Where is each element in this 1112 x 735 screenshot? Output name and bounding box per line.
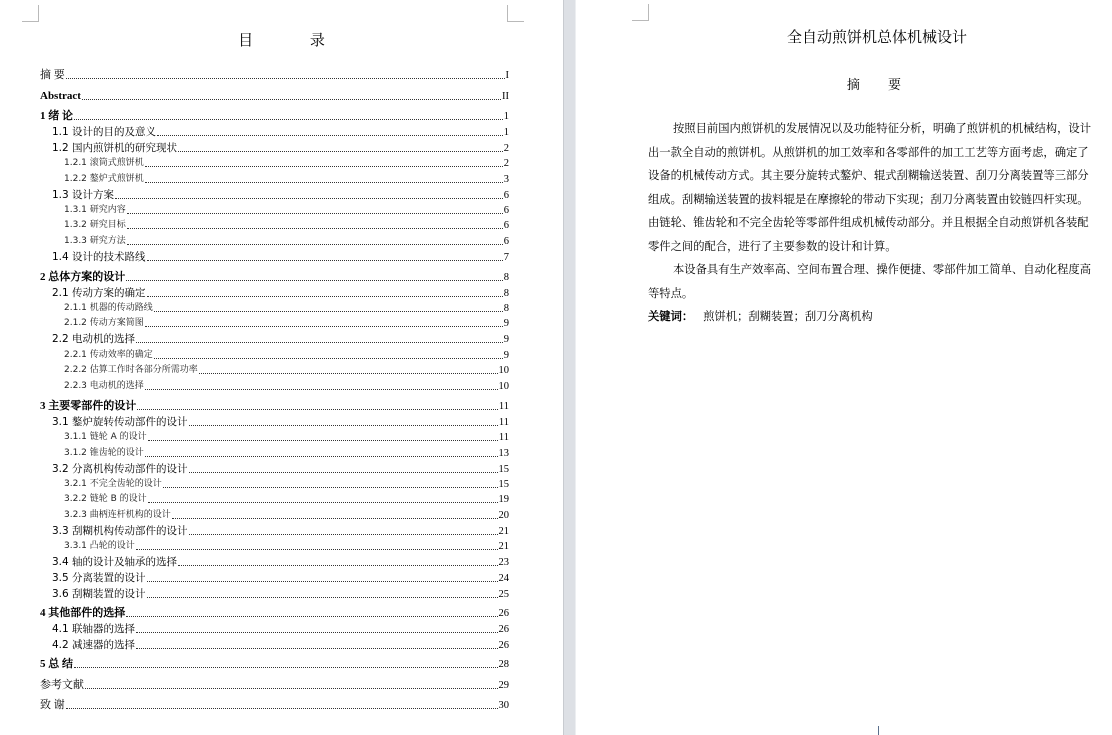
toc-entry-page: 2 (503, 143, 509, 154)
dot-leader (147, 296, 503, 297)
toc-entry[interactable] (64, 538, 509, 553)
toc-entry-label: 2.2.1 传动效率的确定 (64, 350, 153, 360)
toc-entry[interactable] (40, 656, 509, 671)
abstract-line: 按照目前国内煎饼机的发展情况以及功能特征分析，明确了煎饼机的机械结构，设计 (673, 122, 1091, 135)
toc-entry-page: 28 (498, 659, 509, 670)
toc-entry-page: 6 (503, 236, 509, 247)
abstract-line: 组成。刮糊输送装置的拔料辊是在摩擦轮的带动下实现；刮刀分离装置由铰链四杆实现。 (648, 192, 1089, 206)
toc-entry-label: 3.5 分离装置的设计 (52, 572, 146, 584)
dot-leader (147, 581, 498, 582)
toc-entry[interactable] (64, 202, 509, 217)
toc-entry-page: I (505, 70, 509, 81)
toc-entry-page: 8 (503, 272, 509, 283)
dot-leader (154, 358, 503, 359)
toc-entry-label: 5 总 结 (40, 658, 73, 670)
dot-leader (189, 472, 498, 473)
toc-entry-page: 8 (503, 303, 509, 314)
toc-entry-page: 1 (503, 111, 509, 122)
abstract-heading: 摘 要 (846, 78, 914, 93)
toc-entry-label: 2 总体方案的设计 (40, 271, 126, 283)
dot-leader (66, 708, 498, 709)
toc-entry[interactable] (64, 378, 509, 393)
toc-entry-label: 3.3.1 凸轮的设计 (64, 541, 135, 551)
abstract-page[interactable] (576, 0, 1112, 735)
dot-leader (127, 244, 503, 245)
dot-leader (163, 487, 498, 488)
toc-entry-label: 2.2 电动机的选择 (52, 333, 136, 345)
toc-entry-label: 3.2.3 曲柄连杆机构的设计 (64, 510, 171, 520)
toc-entry[interactable] (52, 637, 509, 652)
abstract-line: 设备的机械传动方式。其主要分旋转式鏊炉、辊式刮糊输送装置、刮刀分离装置等三部分 (648, 169, 1089, 182)
toc-entry-page: 26 (498, 640, 509, 651)
dot-leader (145, 166, 503, 167)
toc-entry-label: 1.3.1 研究内容 (64, 205, 126, 215)
toc-entry-label: 2.1 传动方案的确定 (52, 287, 146, 299)
toc-entry[interactable] (64, 491, 509, 506)
toc-entry-page: 3 (503, 174, 509, 185)
toc-entry-page: 9 (503, 318, 509, 329)
toc-entry[interactable] (52, 586, 509, 601)
toc-entry-label: 2.1.1 机器的传动路线 (64, 303, 153, 313)
keywords-line (648, 305, 1112, 329)
toc-entry-page: 23 (498, 557, 509, 568)
toc-entry[interactable] (64, 507, 509, 522)
dot-leader (178, 151, 503, 152)
toc-entry-page: 19 (498, 494, 509, 505)
dot-leader (145, 182, 503, 183)
toc-entry[interactable] (52, 187, 509, 202)
toc-entry-label: Abstract (40, 90, 81, 102)
toc-entry[interactable] (64, 155, 509, 170)
toc-entry[interactable] (52, 414, 509, 429)
toc-entry-label: 4.1 联轴器的选择 (52, 623, 136, 635)
toc-entry-page: 13 (498, 448, 509, 459)
document-title: 全自动煎饼机总体机械设计 (786, 28, 967, 46)
toc-entry[interactable] (64, 315, 509, 330)
toc-entry-page: 10 (498, 365, 509, 376)
toc-entry[interactable] (52, 554, 509, 569)
toc-entry-label: 3.3 刮糊机构传动部件的设计 (52, 525, 188, 537)
toc-entry-page: 10 (498, 381, 509, 392)
dot-leader (115, 198, 503, 199)
dot-leader (199, 373, 498, 374)
toc-entry-label: 3.4 轴的设计及轴承的选择 (52, 556, 178, 568)
toc-entry-label: 3.2 分离机构传动部件的设计 (52, 463, 188, 475)
dot-leader (66, 78, 505, 79)
margin-corner-mark (507, 5, 524, 22)
dot-leader (136, 549, 498, 550)
toc-entry[interactable] (52, 621, 509, 636)
toc-entry-page: 8 (503, 288, 509, 299)
abstract-body[interactable] (648, 117, 1112, 329)
dot-leader (137, 409, 498, 410)
margin-corner-mark (22, 5, 39, 22)
toc-entry-page: 2 (503, 158, 509, 169)
dot-leader (126, 616, 497, 617)
toc-entry-label: 1.1 设计的目的及意义 (52, 126, 157, 138)
toc-entry-page: 26 (498, 608, 509, 619)
toc-entry-label: 1.3.3 研究方法 (64, 236, 126, 246)
toc-entry-label: 2.1.2 传动方案简图 (64, 318, 144, 328)
dot-leader (147, 597, 498, 598)
toc-entry[interactable] (64, 362, 509, 377)
toc-entry-label: 1.4 设计的技术路线 (52, 251, 146, 263)
toc-entry-page: 21 (498, 526, 509, 537)
dot-leader (126, 280, 503, 281)
toc-entry[interactable] (64, 233, 509, 248)
abstract-line: 零件之间的配合，进行了主要参数的设计和计算。 (648, 239, 897, 253)
toc-entry[interactable] (52, 249, 509, 264)
dot-leader (145, 389, 498, 390)
abstract-line: 本设备具有生产效率高、空间布置合理、操作便捷、零部件加工简单、自动化程度高 (673, 263, 1091, 276)
keywords-value: 煎饼机；刮糊装置；刮刀分离机构 (703, 310, 873, 323)
toc-title: 目 录 (238, 31, 351, 49)
toc-entry[interactable] (52, 523, 509, 538)
dot-leader (136, 342, 503, 343)
toc-entry-label: 1.2 国内煎饼机的研究现状 (52, 142, 178, 154)
toc-entry-page: 9 (503, 350, 509, 361)
toc-entry-page: 11 (498, 432, 509, 443)
toc-entry-page: 6 (503, 190, 509, 201)
toc-entry-label: 参考文献 (40, 679, 84, 691)
toc-entry-label: 摘 要 (40, 69, 65, 81)
dot-leader (189, 534, 498, 535)
toc-entry[interactable] (64, 445, 509, 460)
dot-leader (145, 456, 498, 457)
dot-leader (172, 518, 498, 519)
dot-leader (189, 425, 498, 426)
toc-entry[interactable] (52, 285, 509, 300)
toc-entry-page: 26 (498, 624, 509, 635)
toc-entry-page: 15 (498, 464, 509, 475)
keywords-label: 关键词： (648, 310, 694, 323)
dot-leader (147, 260, 503, 261)
toc-entry-label: 4.2 减速器的选择 (52, 639, 136, 651)
dot-leader (148, 502, 498, 503)
toc-entry[interactable] (40, 269, 509, 284)
dot-leader (136, 648, 497, 649)
abstract-line: 由链轮、锥齿轮和不完全齿轮等零部件组成机械传动部分。并且根据全自动煎饼机各装配 (648, 216, 1089, 229)
toc-entry[interactable] (64, 300, 509, 315)
toc-entry-label: 3.1.2 锥齿轮的设计 (64, 448, 144, 458)
page-separator (563, 0, 576, 735)
dot-leader (154, 311, 503, 312)
dot-leader (85, 688, 498, 689)
toc-entry[interactable] (40, 605, 509, 620)
dot-leader (148, 440, 498, 441)
toc-entry-label: 3.6 刮糊装置的设计 (52, 588, 146, 600)
dot-leader (136, 632, 497, 633)
toc-entry[interactable] (64, 429, 509, 444)
toc-entry-page: 24 (498, 573, 509, 584)
toc-entry[interactable] (40, 108, 509, 123)
dot-leader (127, 228, 503, 229)
toc-entry[interactable] (64, 217, 509, 232)
toc-entry-label: 3.1.1 链轮 A 的设计 (64, 432, 147, 442)
toc-entry-page: 21 (498, 541, 509, 552)
toc-entry-page: 9 (503, 334, 509, 345)
toc-entry[interactable] (40, 697, 509, 712)
toc-entry-page: 6 (503, 205, 509, 216)
dot-leader (178, 565, 497, 566)
abstract-line: 等特点。 (648, 286, 694, 300)
text-cursor-icon (878, 726, 881, 735)
toc-entry-label: 3.2.2 链轮 B 的设计 (64, 494, 147, 504)
abstract-line: 出一款全自动的煎饼机。从煎饼机的加工效率和各零部件的加工工艺等方面考虑，确定了 (648, 145, 1089, 159)
toc-entry-page: II (502, 91, 509, 102)
toc-entry-page: 25 (498, 589, 509, 600)
toc-entry-label: 1.3 设计方案 (52, 189, 115, 201)
toc-entry[interactable] (64, 171, 509, 186)
margin-corner-mark (632, 4, 649, 21)
toc-entry[interactable] (40, 67, 509, 82)
toc-entry[interactable] (52, 140, 509, 155)
dot-leader (74, 119, 503, 120)
toc-entry[interactable] (52, 570, 509, 585)
toc-entry-page: 11 (498, 417, 509, 428)
toc-entry[interactable] (40, 677, 509, 692)
toc-entry-label: 2.2.2 估算工作时各部分所需功率 (64, 365, 198, 375)
dot-leader (127, 213, 503, 214)
dot-leader (145, 326, 503, 327)
toc-entry-page: 7 (503, 252, 509, 263)
toc-entry-page: 6 (503, 220, 509, 231)
toc-entry-page: 20 (498, 510, 509, 521)
toc-entry-label: 4 其他部件的选择 (40, 607, 126, 619)
toc-entry-page: 11 (498, 401, 509, 412)
toc-entry[interactable] (40, 88, 509, 103)
toc-entry-page: 15 (498, 479, 509, 490)
toc-entry-label: 1 绪 论 (40, 110, 73, 122)
dot-leader (82, 99, 501, 100)
toc-entry[interactable] (64, 347, 509, 362)
toc-entry-label: 1.2.1 滚筒式煎饼机 (64, 158, 144, 168)
toc-entry-label: 3.1 鏊炉旋转传动部件的设计 (52, 416, 188, 428)
toc-entry[interactable] (52, 331, 509, 346)
toc-entry[interactable] (64, 476, 509, 491)
dot-leader (157, 135, 503, 136)
toc-entry-label: 2.2.3 电动机的选择 (64, 381, 144, 391)
toc-entry-label: 1.3.2 研究目标 (64, 220, 126, 230)
toc-entry-label: 1.2.2 鏊炉式煎饼机 (64, 174, 144, 184)
toc-entry-label: 3.2.1 不完全齿轮的设计 (64, 479, 162, 489)
toc-entry-label: 致 谢 (40, 699, 65, 711)
toc-entry-page: 30 (498, 700, 509, 711)
toc-entry[interactable] (40, 398, 509, 413)
dot-leader (74, 667, 498, 668)
toc-entry-page: 29 (498, 680, 509, 691)
toc-entry[interactable] (52, 124, 509, 139)
toc-entry-page: 1 (503, 127, 509, 138)
toc-entry-label: 3 主要零部件的设计 (40, 400, 137, 412)
toc-entry[interactable] (52, 461, 509, 476)
